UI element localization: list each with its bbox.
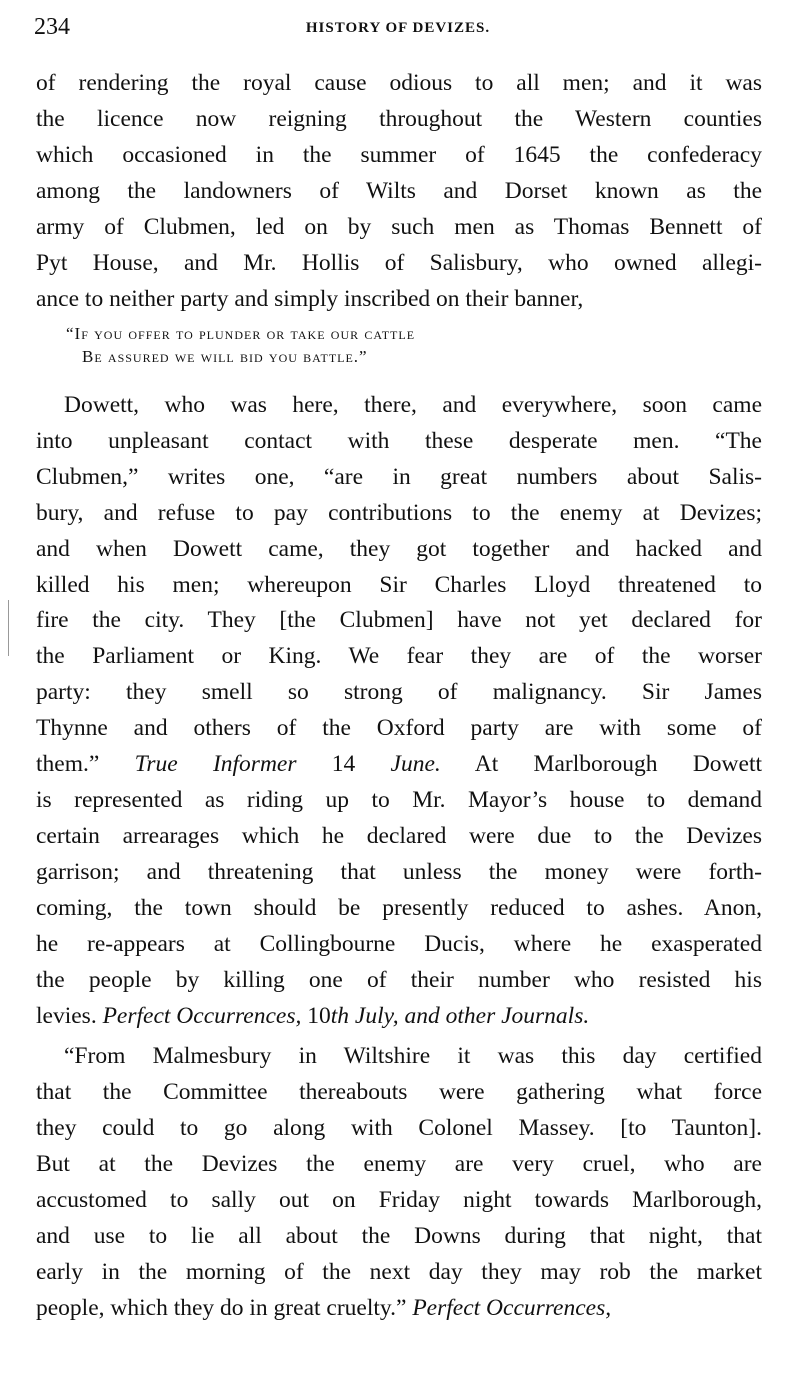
quote-line: “If you offer to plunder or take our cattle: [66, 324, 416, 343]
text-line: [36, 248, 762, 278]
running-title: HISTORY OF DEVIZES.: [305, 20, 491, 36]
text-line: [36, 1077, 762, 1107]
text-line: [36, 1001, 762, 1031]
text-segment: fire the city. They [the Clubmen] have not yet declared for: [36, 607, 762, 633]
text-segment: is represented as riding up to Mr. Mayor’s house to demand: [36, 787, 762, 813]
citation-text: Perfect Occurrences,: [412, 1295, 612, 1321]
text-line: [36, 605, 762, 635]
text-line: [36, 1185, 762, 1215]
text-segment: 10: [301, 1003, 331, 1029]
text-line: [36, 68, 762, 98]
text-line: [36, 498, 762, 528]
text-segment: people, which they do in great cruelty.”: [36, 1295, 413, 1321]
text-segment: he re-appears at Collingbourne Ducis, where he exasperated: [36, 931, 762, 957]
text-segment: levies.: [36, 1003, 103, 1029]
citation-text: Perfect Occurrences,: [102, 1003, 302, 1029]
text-line: [36, 570, 762, 600]
text-segment: Dowett, who was here, there, and everywhere, soon came: [64, 392, 762, 418]
text-segment: early in the morning of the next day they may rob the market: [36, 1259, 762, 1285]
text-segment: At Marlborough Dowett: [440, 751, 763, 777]
text-segment: killed his men; whereupon Sir Charles Lloyd threatened to: [36, 572, 762, 598]
text-line: [36, 821, 762, 851]
text-segment: and when Dowett came, they got together and hacked and: [36, 536, 762, 562]
text-line: [36, 534, 762, 564]
text-line: [36, 785, 762, 815]
text-line: [64, 390, 762, 420]
text-segment: Thynne and others of the Oxford party are with some of: [36, 715, 762, 741]
text-line: [36, 284, 762, 314]
text-segment: into unpleasant contact with these desperate men. “The: [36, 428, 762, 454]
text-line: [36, 749, 762, 779]
text-line: [36, 1221, 762, 1251]
text-line: [36, 212, 762, 242]
text-line: [36, 857, 762, 887]
text-line: [36, 929, 762, 959]
text-line: [36, 462, 762, 492]
text-segment: certain arrearages which he declared were due to the Devizes: [36, 823, 762, 849]
text-segment: 14: [296, 751, 391, 777]
text-line: [36, 965, 762, 995]
text-segment: accustomed to sally out on Friday night towards Marlborough,: [36, 1187, 762, 1213]
text-line: [36, 1293, 762, 1323]
text-line: [36, 641, 762, 671]
text-line: [36, 713, 762, 743]
text-segment: But at the Devizes the enemy are very cruel, who are: [36, 1151, 762, 1177]
text-segment: they could to go along with Colonel Massey. [to Taunton].: [36, 1115, 762, 1141]
text-segment: which occasioned in the summer of 1645 the confederacy: [36, 142, 762, 168]
text-segment: that the Committee thereabouts were gathering what force: [36, 1079, 762, 1105]
text-line: [36, 104, 762, 134]
text-segment: the Parliament or King. We fear they are of the worser: [36, 643, 762, 669]
text-segment: among the landowners of Wilts and Dorset known as the: [36, 178, 762, 204]
text-segment: and use to lie all about the Downs during that night, that: [36, 1223, 762, 1249]
text-line: [36, 677, 762, 707]
text-line: [36, 1257, 762, 1287]
text-line: [36, 1113, 762, 1143]
citation-text: th July, and other Journals.: [330, 1003, 590, 1029]
text-segment: army of Clubmen, led on by such men as Thomas Bennett of: [36, 214, 762, 240]
page-number: 234: [34, 14, 70, 40]
text-line: [36, 140, 762, 170]
citation-text: True Informer: [134, 751, 297, 777]
text-line: [36, 893, 762, 923]
text-segment: Pyt House, and Mr. Hollis of Salisbury, who owned allegi-: [36, 250, 762, 276]
running-header: [34, 14, 762, 44]
text-line: [36, 426, 762, 456]
text-segment: them.”: [36, 751, 135, 777]
text-segment: the licence now reigning throughout the Western counties: [36, 106, 762, 132]
text-segment: the people by killing one of their number who resisted his: [36, 967, 762, 993]
text-segment: Clubmen,” writes one, “are in great numbers about Salis-: [36, 464, 762, 490]
text-line: [64, 1041, 762, 1071]
text-segment: bury, and refuse to pay contributions to the enemy at Devizes;: [36, 500, 762, 526]
text-segment: coming, the town should be presently reduced to ashes. Anon,: [36, 895, 762, 921]
text-segment: party: they smell so strong of malignancy. Sir James: [36, 679, 762, 705]
text-segment: “From Malmesbury in Wiltshire it was this day certified: [64, 1043, 762, 1069]
text-line: [36, 1149, 762, 1179]
scan-artifact: [8, 600, 9, 656]
text-segment: ance to neither party and simply inscribed on their banner,: [36, 286, 584, 312]
text-line: [36, 176, 762, 206]
text-segment: of rendering the royal cause odious to all men; and it was: [36, 70, 762, 96]
quote-line: Be assured we will bid you battle.”: [82, 347, 368, 366]
citation-text: June.: [390, 751, 441, 777]
text-segment: garrison; and threatening that unless the money were forth-: [36, 859, 762, 885]
